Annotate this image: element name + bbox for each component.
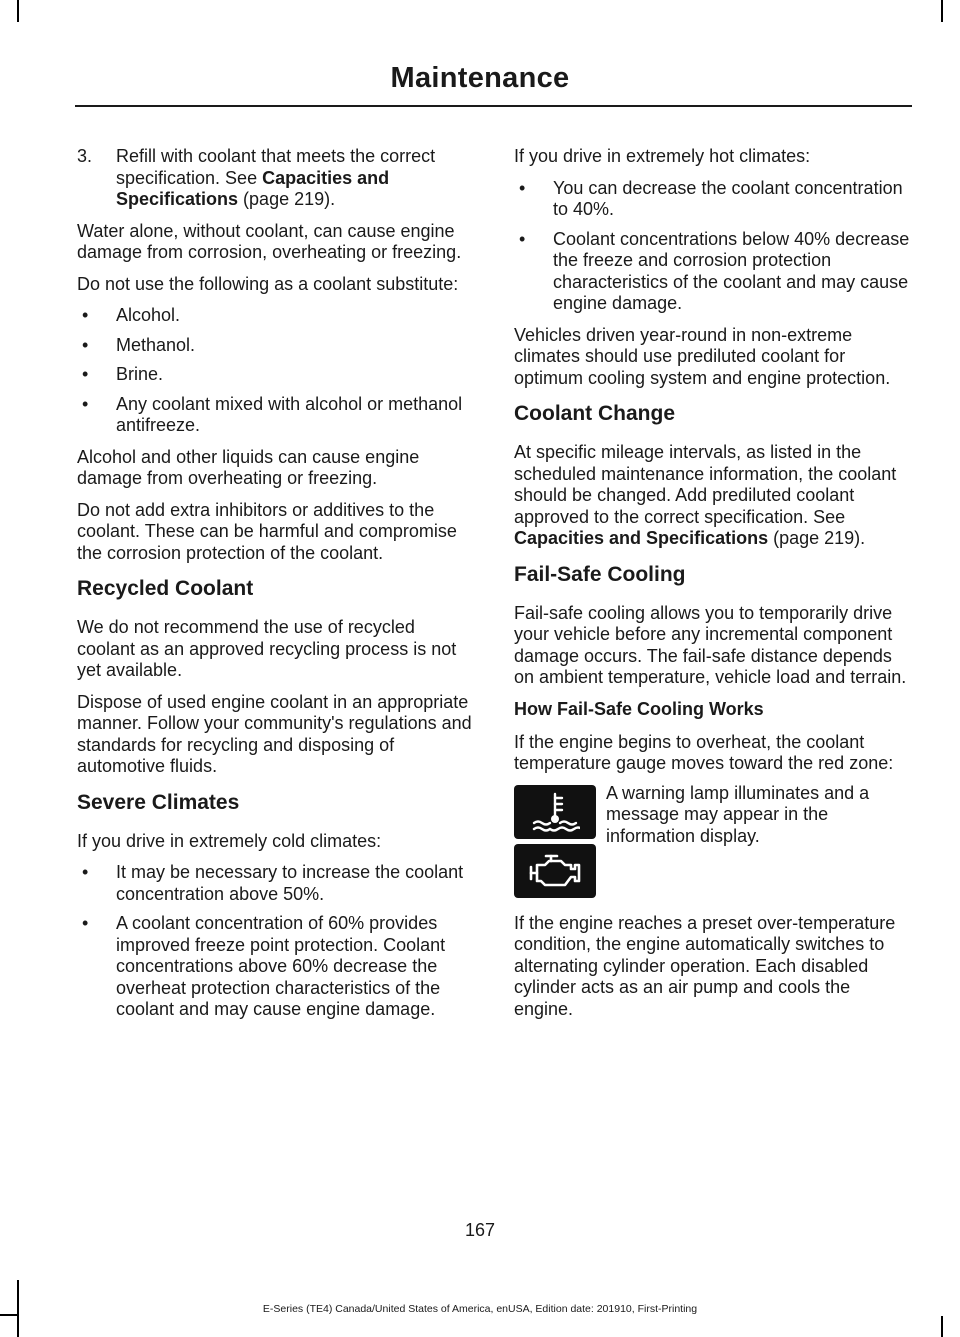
page-title: Maintenance xyxy=(390,62,570,94)
paragraph-non-extreme: Vehicles driven year-round in non-extreme climates should use prediluted coolant for optimum cooling system and engine protection. xyxy=(514,324,891,388)
left-column xyxy=(77,146,473,1031)
paragraph-cold: If you drive in extremely cold climates: xyxy=(77,830,382,851)
engine-check-icon xyxy=(514,844,596,898)
paragraph-alcohol: Alcohol and other liquids can cause engine damage from overheating or freezing. xyxy=(77,446,420,488)
paragraph-fail-safe: Fail-safe cooling allows you to temporarily drive your vehicle before any incremental component damage occurs. The fail-safe distance depends on ambient temperature, vehicle load and terrain. xyxy=(514,602,907,687)
hot-list xyxy=(514,178,910,315)
crop-mark-top-right xyxy=(941,0,943,22)
paragraph-inhibitors: Do not add extra inhibitors or additives to the coolant. These can be harmful and compromise the corrosion protection of the coolant. xyxy=(77,499,457,563)
paragraph-change: At specific mileage intervals, as listed in the scheduled maintenance information, the coolant should be changed. Add prediluted coolant approved to the correct specification. See Capacities and Specifications (page 219). xyxy=(514,442,897,548)
step-3 xyxy=(77,146,473,211)
warning-icons xyxy=(514,785,598,903)
step-number: 3. xyxy=(77,146,93,166)
capacities-link[interactable]: Capacities and Specifications xyxy=(514,528,769,548)
list-item: • It may be necessary to increase the coolant concentration above 50%. xyxy=(82,862,464,904)
cold-list xyxy=(77,862,473,1021)
paragraph-hot: If you drive in extremely hot climates: xyxy=(514,146,811,166)
page-number: 167 xyxy=(464,1220,496,1240)
list-item: • Methanol. xyxy=(82,334,196,355)
right-column xyxy=(514,146,910,1030)
header-divider xyxy=(75,105,912,107)
warning-lamp-block xyxy=(514,782,910,903)
crop-mark-bottom-right xyxy=(941,1316,943,1337)
list-item: • Brine. xyxy=(82,364,164,384)
paragraph-warning-lamp: A warning lamp illuminates and a message may appear in the information display. xyxy=(606,782,870,846)
paragraph-do-not-use: Do not use the following as a coolant substitute: xyxy=(77,273,459,294)
list-item: • Alcohol. xyxy=(82,305,181,325)
paragraph-preset: If the engine reaches a preset over-temperature condition, the engine automatically switches to alternating cylinder operation. Each disabled cylinder acts as an air pump and cools the engine. xyxy=(514,912,896,1019)
list-item: • Coolant concentrations below 40% decrease the freeze and corrosion protection characteristics of the coolant and may cause engine damage. xyxy=(519,228,910,313)
capacities-link[interactable]: Capacities and Specifications xyxy=(116,167,390,209)
heading-severe-climates: Severe Climates xyxy=(77,790,240,814)
list-item: • A coolant concentration of 60% provides improved freeze point protection. Coolant concentrations above 60% decrease the overheat protection characteristics of the coolant and may cause engine damage. xyxy=(82,913,446,1019)
list-item: • You can decrease the coolant concentration to 40%. xyxy=(519,177,903,219)
paragraph-overheat: If the engine begins to overheat, the coolant temperature gauge moves toward the red zone: xyxy=(514,731,894,773)
heading-fail-safe-cooling: Fail-Safe Cooling xyxy=(514,562,686,586)
heading-recycled-coolant: Recycled Coolant xyxy=(77,577,254,600)
heading-how-fail-safe-works: How Fail-Safe Cooling Works xyxy=(514,698,764,719)
list-item: • Any coolant mixed with alcohol or methanol antifreeze. xyxy=(82,393,463,435)
edition-footer: E-Series (TE4) Canada/United States of America, enUSA, Edition date: 201910, First-Printing xyxy=(262,1303,698,1315)
heading-coolant-change: Coolant Change xyxy=(514,402,675,425)
paragraph-recycled: We do not recommend the use of recycled coolant as an approved recycling process is not yet available. xyxy=(77,617,457,680)
coolant-temperature-icon xyxy=(514,785,596,839)
substitute-list xyxy=(77,305,473,437)
paragraph-water: Water alone, without coolant, can cause engine damage from corrosion, overheating or freezing. xyxy=(77,220,462,262)
step-text: Refill with coolant that meets the correct specification. See Capacities and Specifications (page 219). xyxy=(116,146,436,209)
paragraph-dispose: Dispose of used engine coolant in an appropriate manner. Follow your community's regulations and standards for recycling and disposing of automotive fluids. xyxy=(77,691,472,776)
crop-mark-top-left xyxy=(17,0,19,22)
